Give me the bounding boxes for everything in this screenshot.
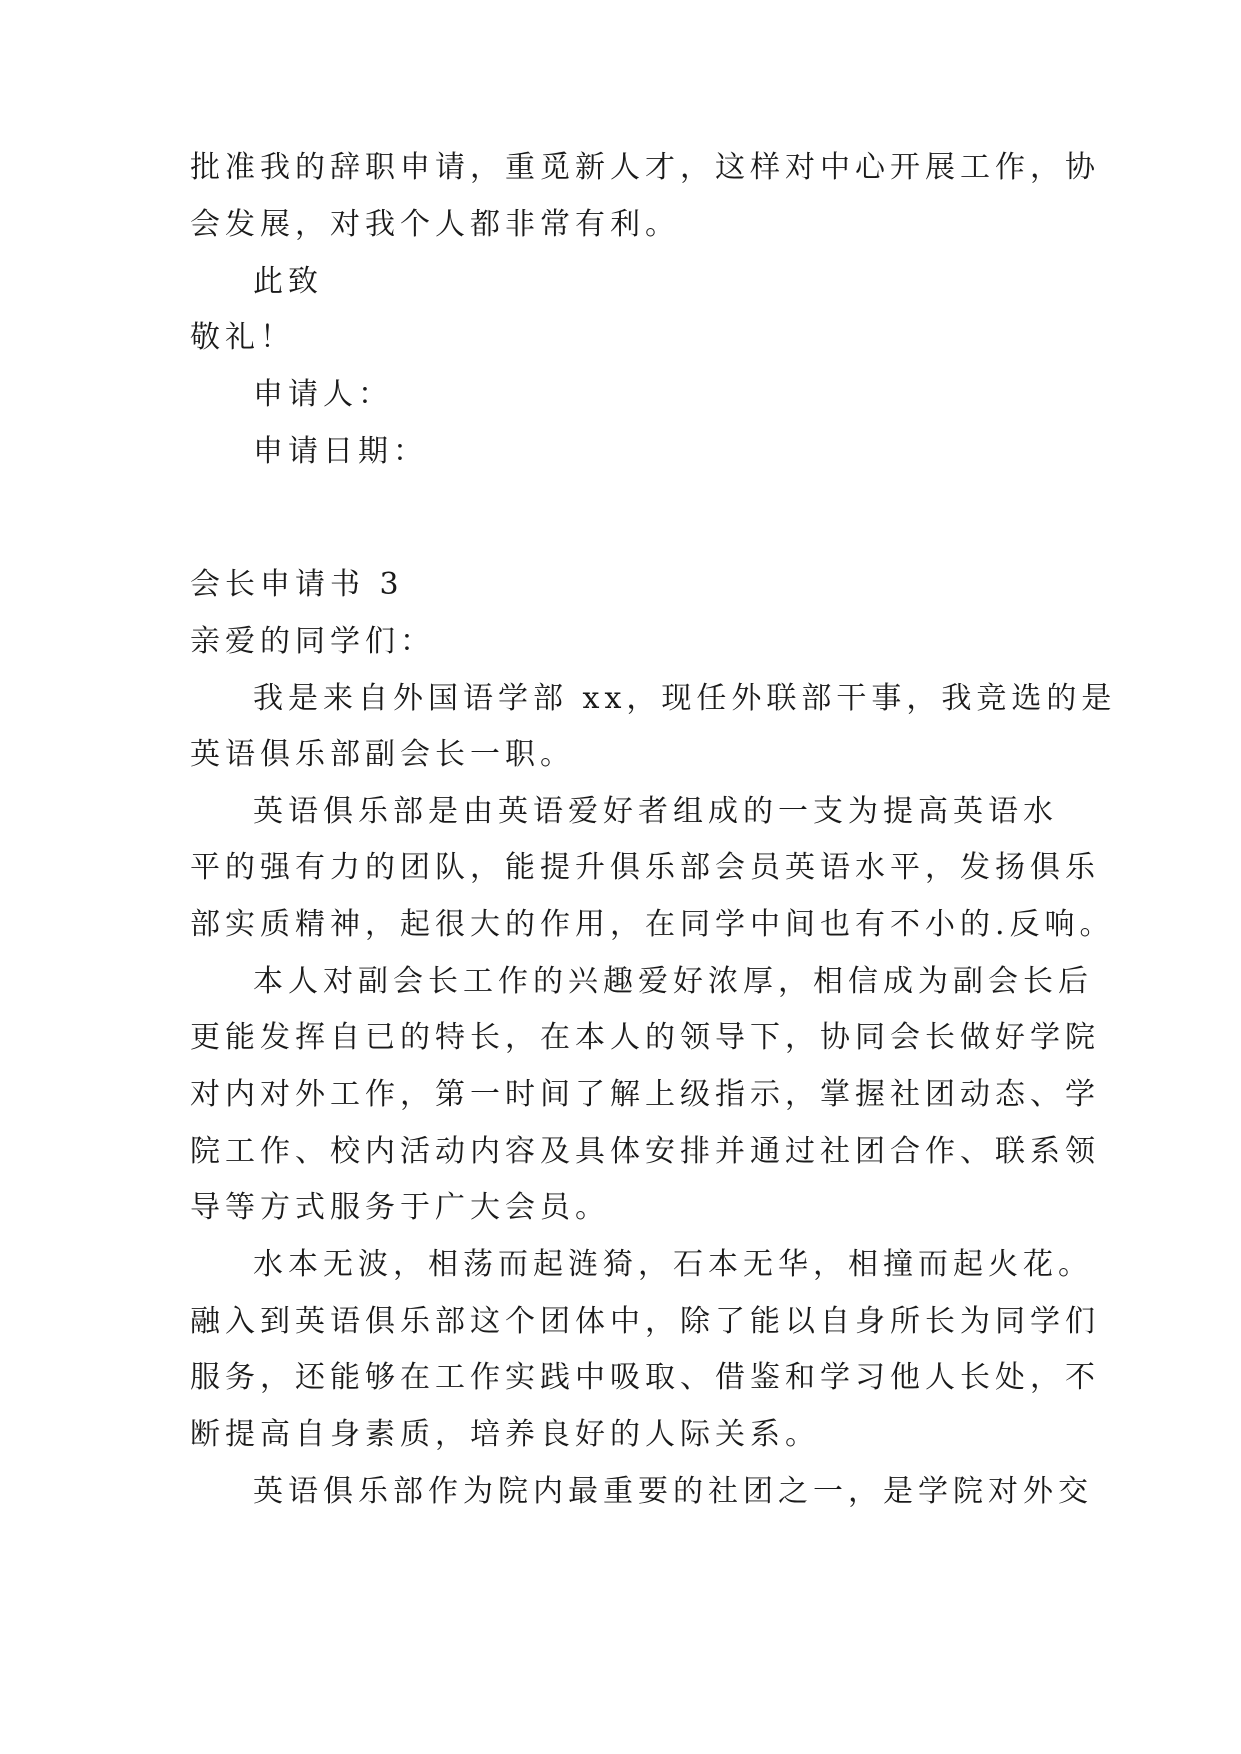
text-line: 院工作、校内活动内容及具体安排并通过社团合作、联系领 [190,1134,1100,1169]
text-line: 英语俱乐部副会长一职。 [190,737,575,772]
text-line: 本人对副会长工作的兴趣爱好浓厚，相信成为副会长后 [253,964,1093,999]
text-line: 英语俱乐部是由英语爱好者组成的一支为提高英语水 [253,794,1058,829]
greeting-text: 亲爱的同学们： [190,624,435,659]
closing-text: 此致 [253,264,323,299]
text-line: 英语俱乐部作为院内最重要的社团之一，是学院对外交 [253,1474,1093,1509]
text-line: 断提高自身素质，培养良好的人际关系。 [190,1417,820,1452]
text-line: 融入到英语俱乐部这个团体中，除了能以自身所长为同学们 [190,1304,1100,1339]
text-line: 更能发挥自已的特长，在本人的领导下，协同会长做好学院 [190,1020,1100,1055]
text-line: 部实质精神，起很大的作用，在同学中间也有不小的.反响。 [190,907,1115,942]
text-line: 我是来自外国语学部 xx，现任外联部干事，我竞选的是 [253,681,1117,716]
text-line: 平的强有力的团队，能提升俱乐部会员英语水平，发扬俱乐 [190,850,1100,885]
date-label: 申请日期： [253,434,428,469]
text-line: 对内对外工作，第一时间了解上级指示，掌握社团动态、学 [190,1077,1100,1112]
text-line: 导等方式服务于广大会员。 [190,1190,610,1225]
section-title: 会长申请书 3 [190,567,404,602]
text-line: 水本无波，相荡而起涟猗，石本无华，相撞而起火花。 [253,1247,1093,1282]
text-line: 批准我的辞职申请，重觅新人才，这样对中心开展工作，协 [190,150,1100,185]
text-line: 会发展，对我个人都非常有利。 [190,207,680,242]
salute-text: 敬礼！ [190,320,295,355]
text-line: 服务，还能够在工作实践中吸取、借鉴和学习他人长处，不 [190,1360,1100,1395]
applicant-label: 申请人： [253,377,393,412]
